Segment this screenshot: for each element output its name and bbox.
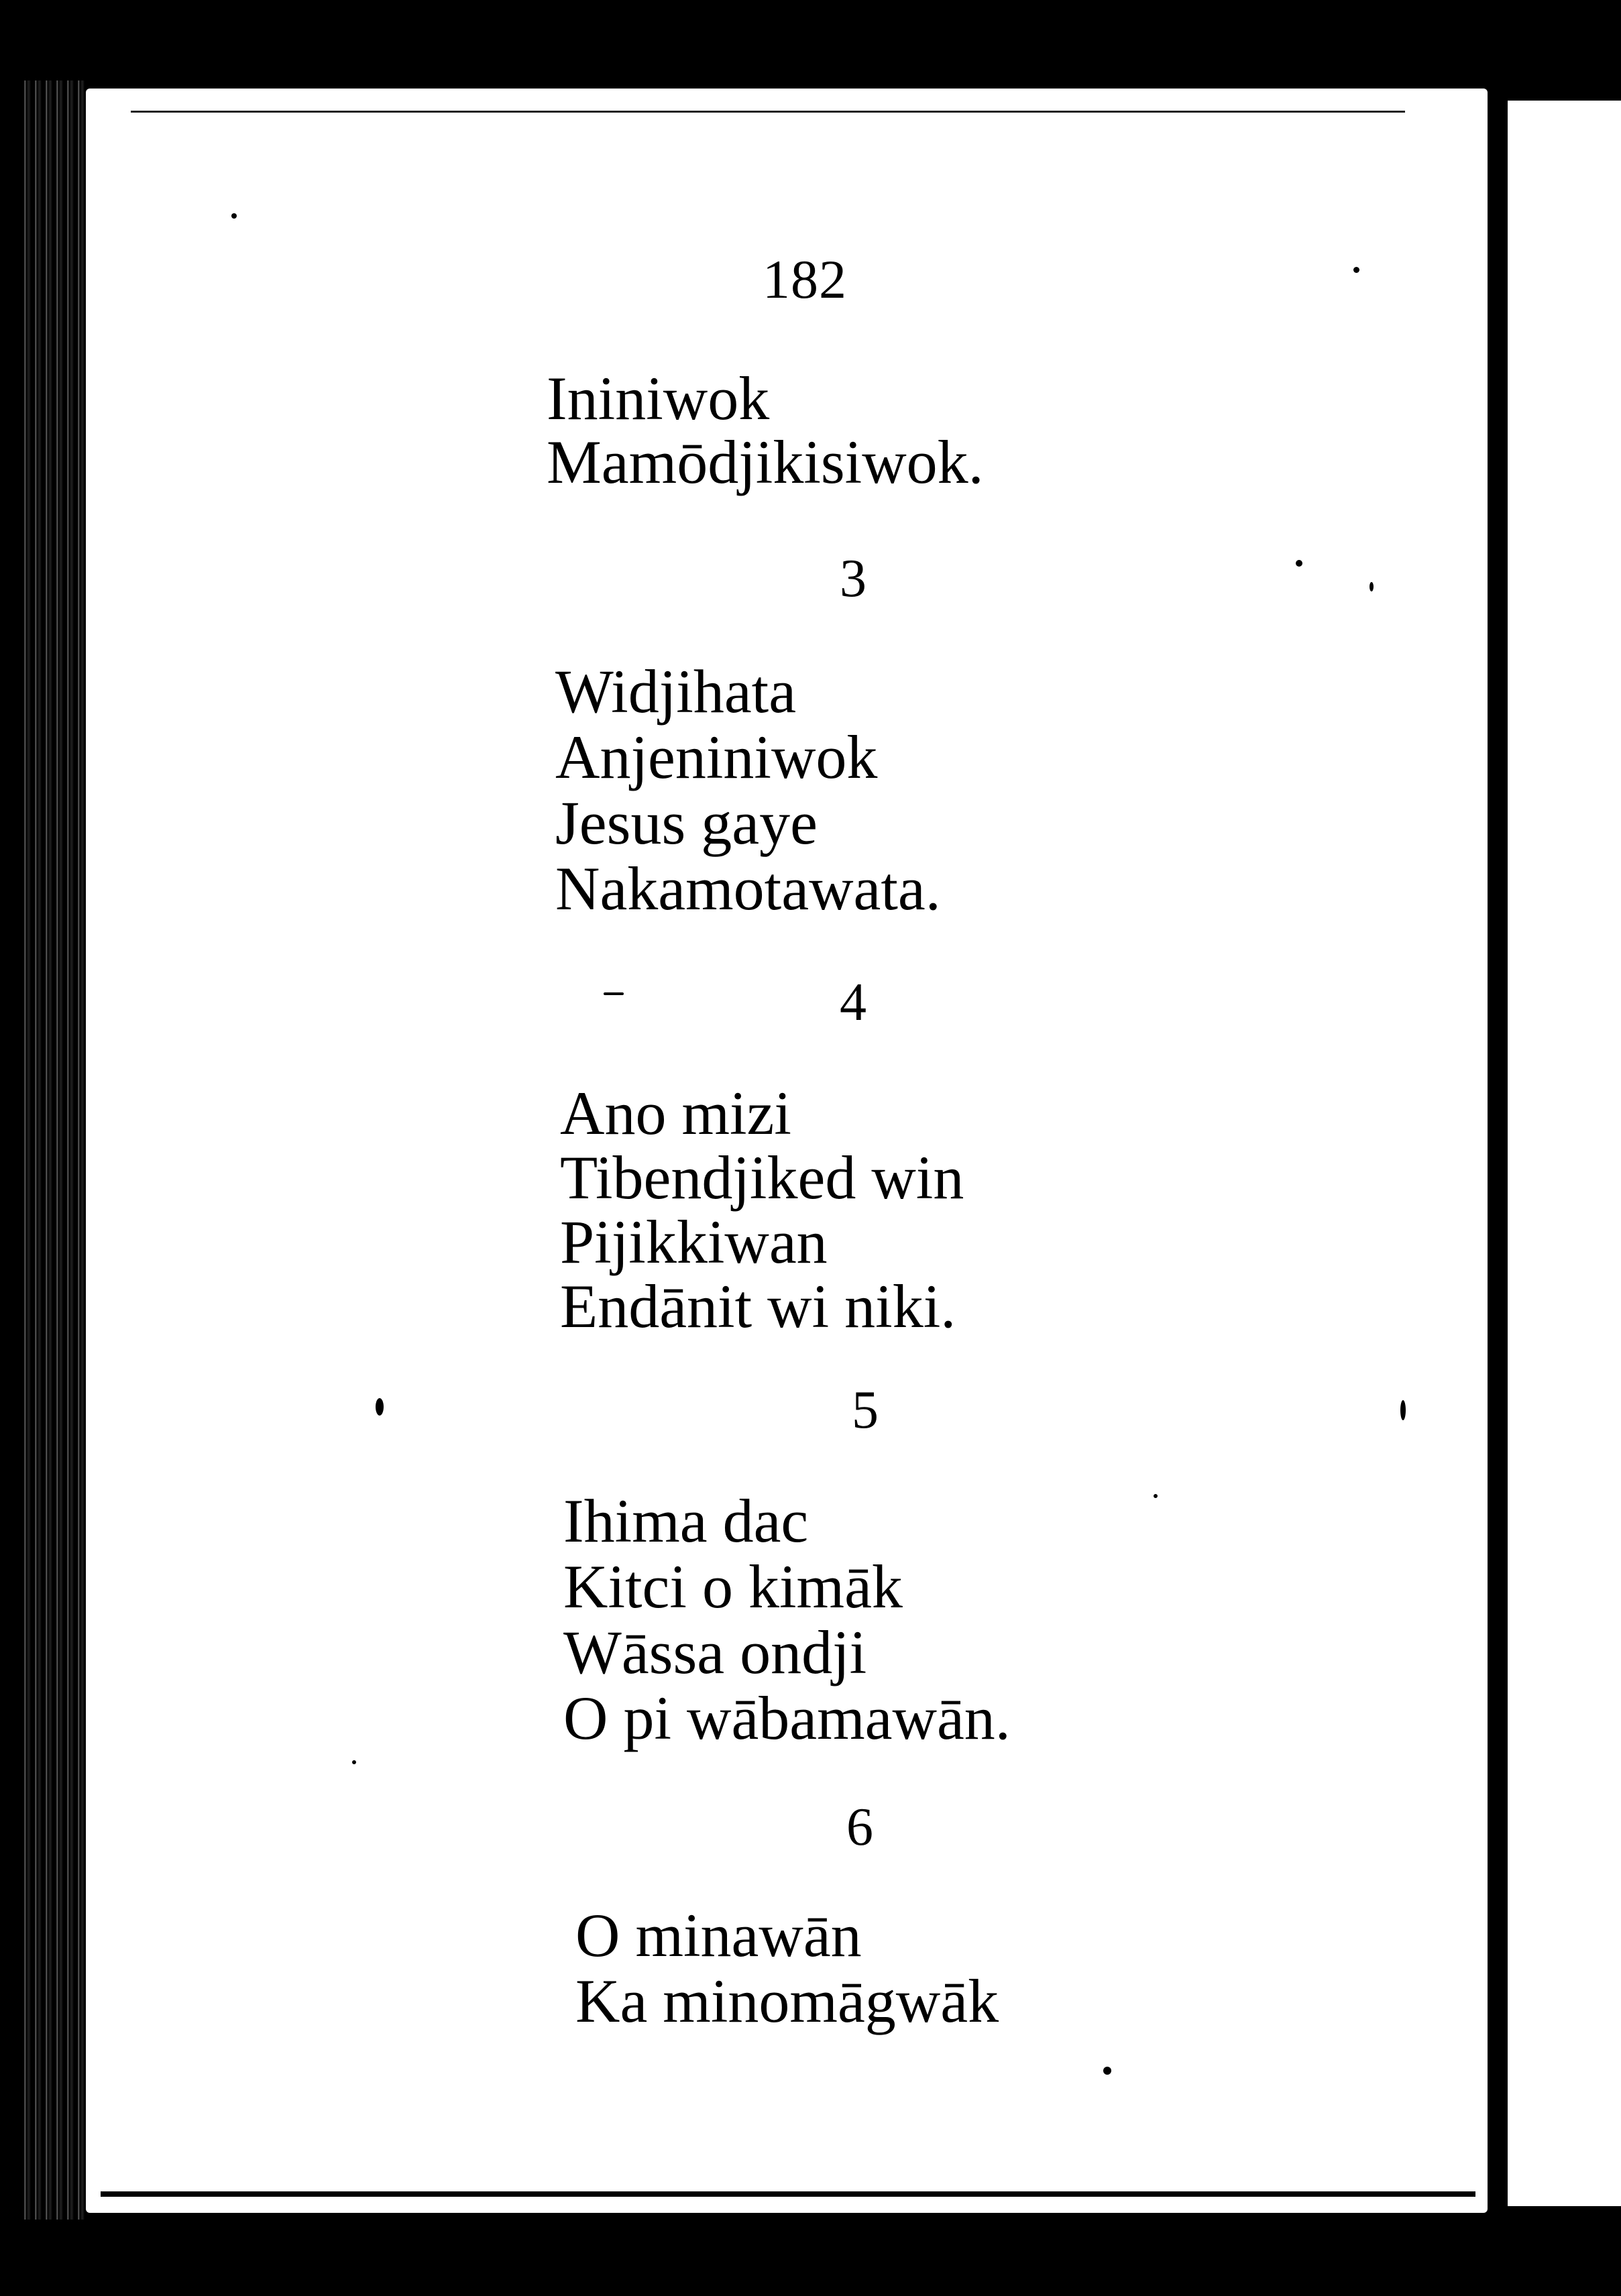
verse-line: Jesus gaye [555,789,818,857]
verse-line: O minawān [575,1901,862,1969]
verse-line: Ka minomāgwāk [575,1967,999,2035]
verse-line: Nakamotawata. [555,854,941,923]
verse-line: Anjeniniwok [555,723,878,791]
verse-line: O pi wābamawān. [563,1684,1011,1752]
stanza-number: 4 [840,973,867,1032]
verse-line: Widjihata [555,657,797,726]
page-number: 182 [763,249,847,310]
stanza-number: 5 [852,1381,879,1440]
print-speck [1296,560,1302,567]
print-speck [231,213,237,219]
print-speck [1103,2067,1111,2075]
print-speck [1154,1494,1158,1498]
verse-line: Pijikkiwan [560,1208,828,1276]
book-spine-edge [20,80,86,2220]
verse-line: Mamōdjikisiwok. [547,428,984,496]
top-page-edge-line [131,111,1405,113]
verse-line: Kitci o kimāk [563,1552,903,1621]
facing-page-edge [1508,101,1621,2206]
verse-line: Ininiwok [547,364,770,433]
stanza-number: 3 [840,549,867,608]
verse-line: Endānit wi niki. [560,1272,956,1340]
verse-line: Tibendjiked win [560,1143,964,1212]
print-speck [1370,582,1374,591]
print-speck [604,992,624,995]
print-speck [352,1760,356,1764]
stanza-number: 6 [846,1798,873,1857]
print-speck [1353,267,1359,273]
bottom-page-edge-line [101,2191,1475,2197]
print-speck [1400,1400,1406,1420]
verse-line: Ano mizi [560,1079,791,1147]
verse-line: Ihima dac [563,1487,809,1555]
print-speck [376,1398,384,1416]
verse-line: Wāssa ondji [563,1618,867,1686]
